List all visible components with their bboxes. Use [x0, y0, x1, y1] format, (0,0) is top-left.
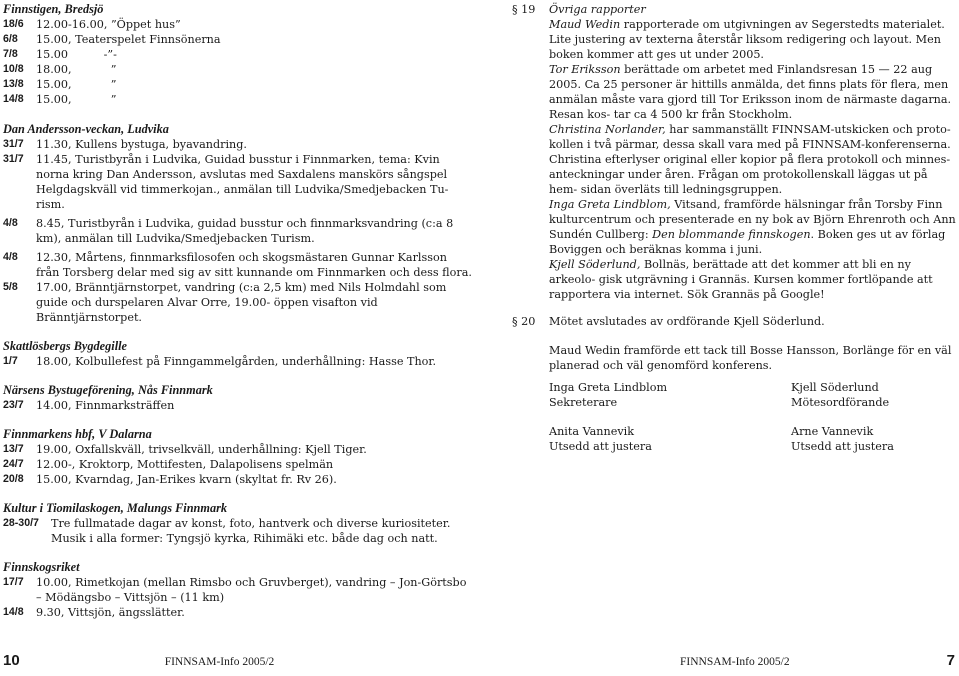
- item-body: [549, 2, 957, 302]
- event-entry: [3, 77, 473, 92]
- report-paragraph: [549, 62, 957, 122]
- publication-name: FINNSAM-Info 2005/2: [164, 656, 275, 668]
- signatory-role: Utsedd att justera: [549, 440, 652, 453]
- event-date: 10/8: [3, 63, 24, 75]
- event-entry: [3, 250, 473, 280]
- event-text: 12.00-16.00, ”Öppet hus”: [36, 18, 181, 31]
- event-text: 9.30, Vittsjön, ängsslätter.: [36, 606, 185, 619]
- event-date: 13/7: [3, 443, 24, 455]
- event-entry: [3, 398, 473, 413]
- event-section: [3, 2, 473, 107]
- event-date: 28-30/7: [3, 517, 39, 529]
- section-heading: Finnmarkens hbf, V Dalarna: [3, 427, 152, 441]
- report-paragraph: [549, 122, 957, 197]
- signature-block: [549, 380, 667, 410]
- event-text: 14.00, Finnmarksträffen: [36, 399, 175, 412]
- event-entry: [3, 32, 473, 47]
- event-section: [3, 427, 473, 487]
- event-text: 8.45, Turistbyrån i Ludvika, guidad busstur och finnmarksvandring (c:a 8 km), anmälan till Ludvika/Smedjebacken Turism.: [36, 217, 454, 245]
- paragraph-text: . Boken ges ut av förlag Boviggen och beräknas komma i juni.: [549, 228, 946, 256]
- event-date: 4/8: [3, 217, 18, 229]
- agenda-item-20: [512, 314, 957, 329]
- event-entry: [3, 152, 473, 212]
- event-text: 11.45, Turistbyrån i Ludvika, Guidad busstur i Finnmarken, tema: Kvin norna kring Dan Andersson, avslutas med Saxdalens manskörs sångspel Helgdagskväll vid timmerkojan., anmälan till Ludvika/Smedjebacken Tu- rism.: [36, 153, 449, 211]
- event-date: 14/8: [3, 606, 24, 618]
- event-date: 7/8: [3, 48, 18, 60]
- event-date: 4/8: [3, 251, 18, 263]
- section-heading: Närsens Bystugeförening, Nås Finnmark: [3, 383, 213, 397]
- event-date: 31/7: [3, 138, 24, 150]
- item-number: § 19: [512, 3, 536, 16]
- signature-block: [791, 424, 894, 454]
- event-date: 23/7: [3, 399, 24, 411]
- event-entry: [3, 62, 473, 77]
- signatory-name: Kjell Söderlund: [791, 381, 879, 394]
- person-name: Tor Eriksson: [549, 63, 621, 76]
- event-entry: [3, 516, 473, 546]
- event-text: 12.30, Mårtens, finnmarksfilosofen och skogsmästaren Gunnar Karlsson från Torsberg delar med sig av sitt kunnande om Finnmarken och dess flora.: [36, 251, 472, 279]
- event-section: [3, 383, 473, 413]
- event-date: 20/8: [3, 473, 24, 485]
- event-text: 15.00, ”: [36, 93, 117, 106]
- footer-right: [680, 653, 955, 670]
- paragraph-text: har sammanställt FINNSAM-utskicken och proto- kollen i två pärmar, dessa skall vara med på FINNSAM-konferenserna. Christina efterlyser original eller kopior på flera protokoll och minnes- anteckningar under åren. Frågan om protokollenskall läggas ut på hem- sidan överläts till ledningsgruppen.: [549, 123, 951, 196]
- event-date: 17/7: [3, 576, 24, 588]
- event-text: 18.00, ”: [36, 63, 117, 76]
- event-date: 1/7: [3, 355, 18, 367]
- event-entry: [3, 47, 473, 62]
- event-section: [3, 122, 473, 325]
- item-text: Mötet avslutades av ordförande Kjell Söderlund.: [549, 315, 825, 328]
- paragraph-text: rapporterade om utgivningen av Segerstedts materialet. Lite justering av texterna återstår liksom redigering och layout. Men boken kommer att ges ut under 2005.: [549, 18, 945, 61]
- event-text: 15.00, Kvarndag, Jan-Erikes kvarn (skyltat fr. Rv 26).: [36, 473, 337, 486]
- section-heading: Skattlösbergs Bygdegille: [3, 339, 127, 353]
- signatory-name: Arne Vannevik: [791, 425, 874, 438]
- event-entry: [3, 442, 473, 457]
- section-heading: Finnstigen, Bredsjö: [3, 2, 104, 16]
- book-title: Den blommande finnskogen: [652, 228, 811, 241]
- event-text: 15.00, Teaterspelet Finnsönerna: [36, 33, 221, 46]
- section-heading: Dan Andersson-veckan, Ludvika: [3, 122, 169, 136]
- event-text: 19.00, Oxfallskväll, trivselkväll, underhållning: Kjell Tiger.: [36, 443, 367, 456]
- event-text: 10.00, Rimetkojan (mellan Rimsbo och Gruvberget), vandring – Jon-Görtsbo – Mödängsbo – Vittsjön – (11 km): [36, 576, 467, 604]
- report-paragraph: [549, 257, 957, 302]
- event-text: 11.30, Kullens bystuga, byavandring.: [36, 138, 247, 151]
- event-text: 15.00, ”: [36, 78, 117, 91]
- person-name: Christina Norlander,: [549, 123, 666, 136]
- signatory-role: Mötesordförande: [791, 396, 890, 409]
- paragraph-text: Vitsand, framförde hälsningar från Torsby Finn kulturcentrum och presenterade en ny bok av Björn Ehrenroth och Ann Sundén Cullberg:: [549, 198, 956, 241]
- page-number: 7: [946, 652, 955, 669]
- event-text: 17.00, Bränntjärnstorpet, vandring (c:a 2,5 km) med Nils Holmdahl som guide och durspelaren Alvar Orre, 19.00- öppen visafton vid Bränntjärnstorpet.: [36, 281, 447, 324]
- event-entry: [3, 137, 473, 152]
- section-heading: Kultur i Tiomilaskogen, Malungs Finnmark: [3, 501, 228, 515]
- agenda-item-19: [512, 2, 957, 302]
- event-text: 15.00 -”-: [36, 48, 117, 61]
- report-paragraph: [549, 197, 957, 257]
- paragraph-text: berättade om arbetet med Finlandsresan 15 — 22 aug 2005. Ca 25 personer är hittills anmälda, det finns plats för flera, men anmälan måste vara gjord till Tor Eriksson inom de närmaste dagarna. Resan kos- tar ca 4 500 kr från Stockholm.: [549, 63, 952, 121]
- event-section: [3, 560, 473, 620]
- page-number: 10: [3, 652, 20, 669]
- event-entry: [3, 92, 473, 107]
- event-date: 31/7: [3, 153, 24, 165]
- event-entry: [3, 457, 473, 472]
- signatory-role: Utsedd att justera: [791, 440, 894, 453]
- signatory-name: Inga Greta Lindblom: [549, 381, 668, 394]
- event-entry: [3, 216, 473, 246]
- paragraph-text: Bollnäs, berättade att det kommer att bli en ny arkeolo- gisk utgrävning i Grannäs. Kursen kommer fortlöpande att rapportera via internet. Sök Grannäs på Google!: [549, 258, 933, 301]
- signatory-role: Sekreterare: [549, 396, 618, 409]
- event-date: 13/8: [3, 78, 24, 90]
- item-number: § 20: [512, 315, 536, 328]
- event-date: 18/6: [3, 18, 24, 30]
- person-name: Kjell Söderlund,: [549, 258, 641, 271]
- right-column: [512, 2, 957, 373]
- publication-name: FINNSAM-Info 2005/2: [680, 656, 790, 668]
- event-date: 6/8: [3, 33, 18, 45]
- item-title: Övriga rapporter: [549, 3, 646, 16]
- signature-block: [791, 380, 889, 410]
- event-entry: [3, 472, 473, 487]
- event-entry: [3, 17, 473, 32]
- event-section: [3, 501, 473, 546]
- person-name: Maud Wedin: [549, 18, 621, 31]
- event-entry: [3, 605, 473, 620]
- left-column: [3, 2, 473, 620]
- event-text: Tre fullmatade dagar av konst, foto, hantverk och diverse kuriositeter. Musik i alla former: Tyngsjö kyrka, Rihimäki etc. både dag och natt.: [51, 517, 451, 545]
- footer-left: [3, 653, 274, 670]
- signatory-name: Anita Vannevik: [549, 425, 635, 438]
- event-date: 24/7: [3, 458, 24, 470]
- event-text: 12.00-, Kroktorp, Mottifesten, Dalapolisens spelmän: [36, 458, 334, 471]
- person-name: Inga Greta Lindblom,: [549, 198, 671, 211]
- closing-paragraph: Maud Wedin framförde ett tack till Bosse Hansson, Borlänge för en väl planerad och väl genomförd konferens.: [549, 344, 952, 372]
- event-date: 5/8: [3, 281, 18, 293]
- event-section: [3, 339, 473, 369]
- signature-block: [549, 424, 652, 454]
- event-entry: [3, 354, 473, 369]
- section-heading: Finnskogsriket: [3, 560, 80, 574]
- event-entry: [3, 280, 473, 325]
- report-paragraph: [549, 17, 957, 62]
- event-entry: [3, 575, 473, 605]
- event-text: 18.00, Kolbullefest på Finngammelgården, underhållning: Hasse Thor.: [36, 355, 437, 368]
- event-date: 14/8: [3, 93, 24, 105]
